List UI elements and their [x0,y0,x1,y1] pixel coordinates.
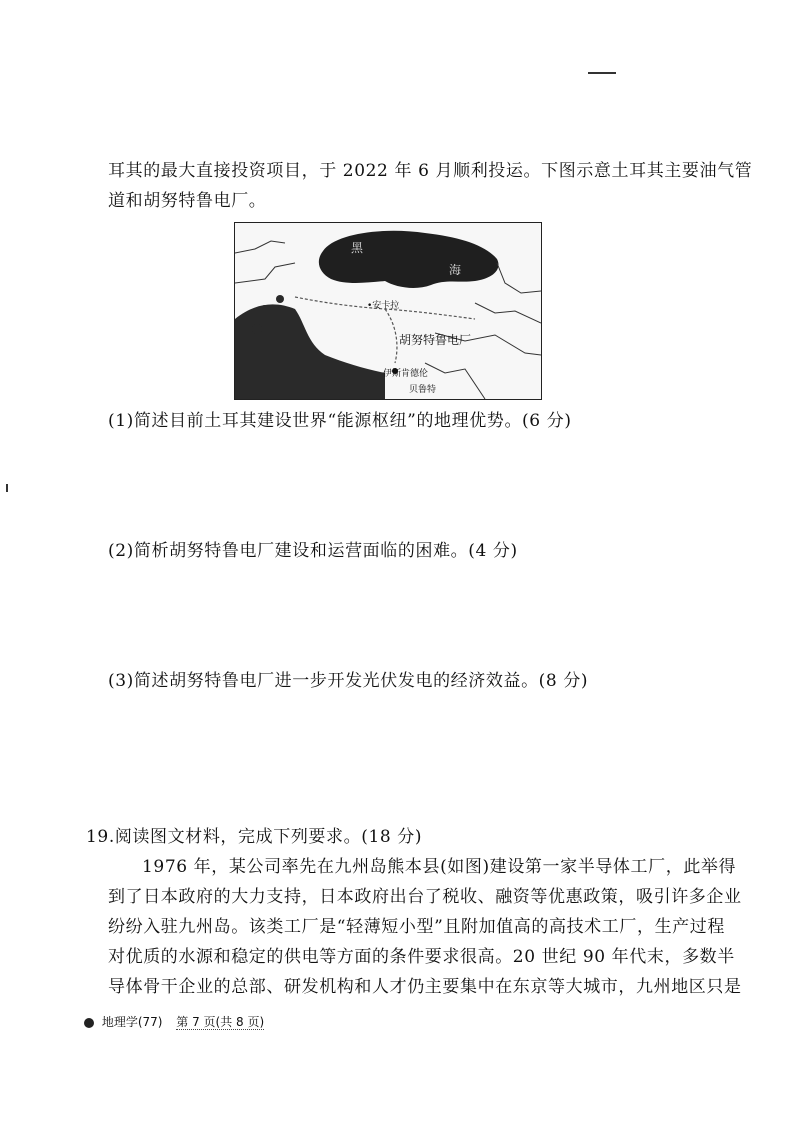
label-plant: 胡努特鲁电厂 [399,333,472,347]
q19-paragraph-line-1: 1976 年，某公司率先在九州岛熊本县(如图)建设第一家半导体工厂，此举得 [142,857,737,877]
q19-paragraph-line-5: 导体骨干企业的总部、研发机构和人才仍主要集中在东京等大城市，九州地区只是 [108,977,742,997]
intro-line-2: 道和胡努特鲁电厂。 [108,191,267,211]
scan-mark [588,72,616,74]
footer-subject: 地理学(77) [101,1015,163,1029]
scan-mark [6,484,8,492]
q19-title: 19.阅读图文材料，完成下列要求。(18 分) [86,827,423,847]
q19-paragraph-line-4: 对优质的水源和稳定的供电等方面的条件要求很高。20 世纪 90 年代末，多数半 [108,947,735,967]
q19-paragraph-line-3: 纷纷入驻九州岛。该类工厂是“轻薄短小型”且附加值高的高技术工厂，生产过程 [108,917,725,937]
question-3: (3)简述胡努特鲁电厂进一步开发光伏发电的经济效益。(8 分) [108,671,589,691]
footer-circle-icon [84,1018,94,1028]
footer-page-number: 第 7 页(共 8 页) [176,1015,265,1029]
mediterranean-sea [235,304,385,399]
q19-paragraph-line-2: 到了日本政府的大力支持，日本政府出台了税收、融资等优惠政策，吸引许多企业 [108,887,742,907]
page-footer [84,1014,264,1030]
label-coast: 伊斯肯德伦 [383,369,429,379]
intro-line-1: 耳其的最大直接投资项目，于 2022 年 6 月顺利投运。下图示意土耳其主要油气管 [108,161,753,181]
question-2: (2)简析胡努特鲁电厂建设和运营面临的困难。(4 分) [108,541,518,561]
question-1: (1)简述目前土耳其建设世界“能源枢纽”的地理优势。(6 分) [108,411,572,431]
label-beirut: 贝鲁特 [409,385,437,395]
turkey-pipeline-map [234,222,542,400]
label-sea-left: 黑 [351,241,364,255]
label-ankara: •安卡拉 [367,301,400,311]
label-sea-right: 海 [449,263,462,277]
black-sea [319,231,499,288]
